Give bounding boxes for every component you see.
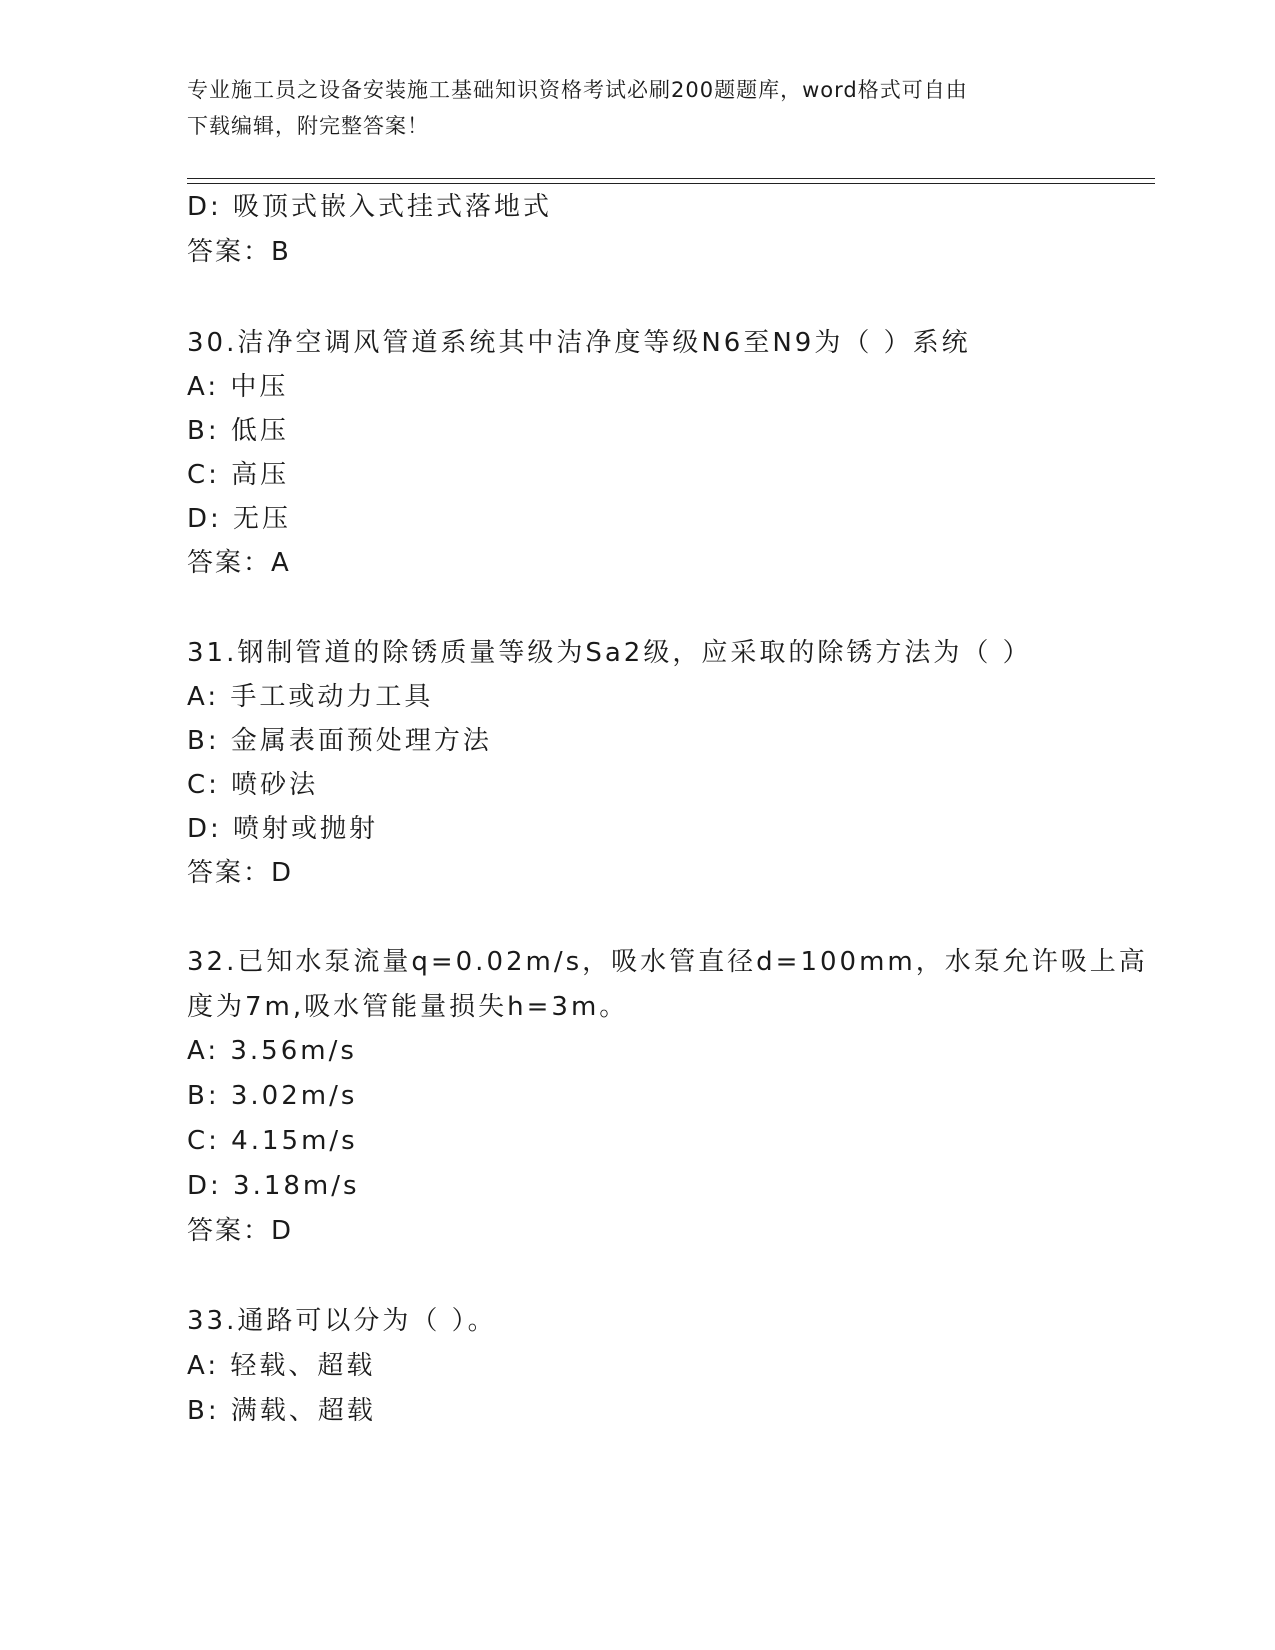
q33-option-b: B: 满载、超载 (187, 1396, 376, 1426)
header-line-2: 下载编辑，附完整答案！ (187, 114, 429, 138)
q30-option-b: B: 低压 (187, 416, 289, 446)
q32-option-b: B: 3.02m/s (187, 1081, 358, 1111)
q33-question: 33.通路可以分为（ ）。 (187, 1306, 497, 1336)
q32-answer: 答案：D (187, 1216, 294, 1246)
q31-option-c: C: 喷砂法 (187, 770, 319, 800)
q30-option-c: C: 高压 (187, 460, 290, 490)
header-line-1: 专业施工员之设备安装施工基础知识资格考试必刷200题题库，word格式可自由 (187, 78, 968, 102)
q31-option-d: D: 喷射或抛射 (187, 814, 379, 844)
q32-option-c: C: 4.15m/s (187, 1126, 358, 1156)
q31-answer: 答案：D (187, 858, 294, 888)
header-divider-top (187, 178, 1155, 179)
q29-answer: 答案：B (187, 237, 291, 267)
q32-question-line-1: 32.已知水泵流量q=0.02m/s，吸水管直径d=100mm，水泵允许吸上高 (187, 947, 1148, 977)
q30-question: 30.洁净空调风管道系统其中洁净度等级N6至N9为（ ）系统 (187, 328, 971, 358)
q31-question: 31.钢制管道的除锈质量等级为Sa2级，应采取的除锈方法为（ ） (187, 638, 1032, 668)
q30-option-d: D: 无压 (187, 504, 292, 534)
header-divider-bottom (187, 183, 1155, 184)
q31-option-a: A: 手工或动力工具 (187, 682, 434, 712)
q32-option-d: D: 3.18m/s (187, 1171, 360, 1201)
q32-question-line-2: 度为7m,吸水管能量损失h=3m。 (187, 992, 629, 1022)
q31-option-b: B: 金属表面预处理方法 (187, 726, 492, 756)
document-header (187, 72, 1087, 144)
q30-option-a: A: 中压 (187, 372, 289, 402)
q32-option-a: A: 3.56m/s (187, 1036, 357, 1066)
q29-option-d: D: 吸顶式嵌入式挂式落地式 (187, 192, 553, 222)
q30-answer: 答案：A (187, 548, 291, 578)
q33-option-a: A: 轻载、超载 (187, 1351, 376, 1381)
